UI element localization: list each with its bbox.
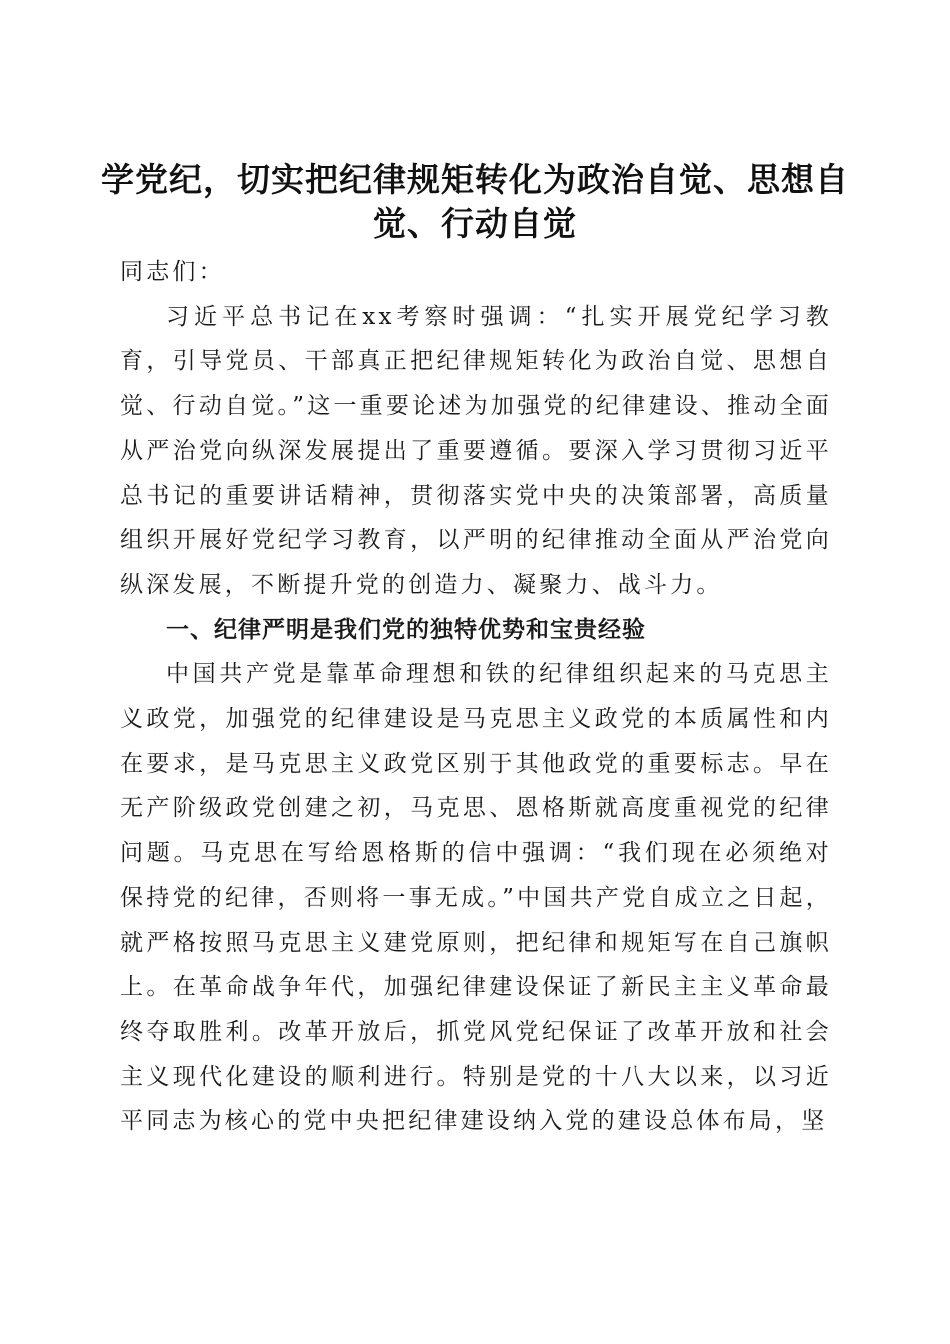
document-body: [120, 250, 832, 1144]
paragraph-intro: 习近平总书记在xx考察时强调：“扎实开展党纪学习教育，引导党员、干部真正把纪律规矩转化为政治自觉、思想自觉、行动自觉。”这一重要论述为加强党的纪律建设、推动全面从严治党向纵深发展提出了重要遵循。要深入学习贯彻习近平总书记的重要讲话精神，贯彻落实党中央的决策部署，高质量组织开展好党纪学习教育，以严明的纪律推动全面从严治党向纵深发展，不断提升党的创造力、凝聚力、战斗力。: [120, 303, 832, 598]
document-title: 学党纪，切实把纪律规矩转化为政治自觉、思想自觉、行动自觉: [101, 160, 849, 244]
section-heading-1: 一、纪律严明是我们党的独特优势和宝贵经验: [166, 616, 646, 643]
paragraph-section-1: 中国共产党是靠革命理想和铁的纪律组织起来的马克思主义政党，加强党的纪律建设是马克思主义政党的本质属性和内在要求，是马克思主义政党区别于其他政党的重要标志。早在无产阶级政党创建之初，马克思、恩格斯就高度重视党的纪律问题。马克思在写给恩格斯的信中强调：“我们现在必须绝对保持党的纪律，否则将一事无成。”中国共产党自成立之日起，就严格按照马克思主义建党原则，把纪律和规矩写在自己旗帜上。在革命战争年代，加强纪律建设保证了新民主主义革命最终夺取胜利。改革开放后，抓党风党纪保证了改革开放和社会主义现代化建设的顺利进行。特别是党的十八大以来，以习近平同志为核心的党中央把纪律建设纳入党的建设总体布局，坚: [120, 661, 832, 1135]
salutation: 同志们：: [120, 259, 225, 285]
